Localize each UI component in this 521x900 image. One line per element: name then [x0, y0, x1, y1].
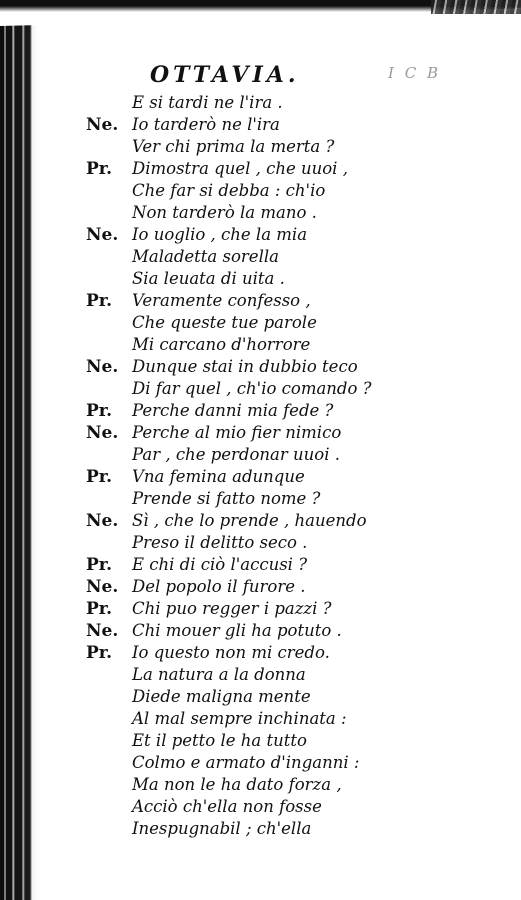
verse-text: Par , che perdonar uuoi . [132, 445, 340, 464]
verse-text: Del popolo il furore . [132, 577, 306, 596]
verse-text: Che far si debba : ch'io [132, 181, 326, 200]
verse-text: Et il petto le ha tutto [132, 731, 307, 750]
dialogue-line [86, 378, 506, 400]
dialogue-line [86, 224, 506, 246]
dialogue-line [86, 554, 506, 576]
verse-text: Ver chi prima la merta ? [132, 137, 335, 156]
dialogue-line [86, 708, 506, 730]
verse-text: E chi di ciò l'accusi ? [132, 555, 308, 574]
verse-text: La natura a la donna [132, 665, 306, 684]
dialogue-line [86, 92, 506, 114]
speaker-abbreviation: Ne. [86, 225, 119, 245]
dialogue-line [86, 444, 506, 466]
verse-text: Al mal sempre inchinata : [132, 709, 347, 728]
dialogue-line [86, 532, 506, 554]
verse-text: Prende si fatto nome ? [132, 489, 321, 508]
dialogue-line [86, 356, 506, 378]
verse-text: Di far quel , ch'io comando ? [132, 379, 372, 398]
verse-text: Perche danni mia fede ? [132, 401, 334, 420]
speaker-abbreviation: Pr. [86, 291, 113, 311]
dialogue-line [86, 312, 506, 334]
verse-text: Chi mouer gli ha potuto . [132, 621, 342, 640]
speaker-abbreviation: Ne. [86, 511, 119, 531]
dialogue-line [86, 202, 506, 224]
top-corner-smudge [431, 0, 521, 14]
dialogue-line [86, 180, 506, 202]
dialogue-line [86, 422, 506, 444]
verse-text: Io questo non mi credo. [132, 643, 330, 662]
speaker-abbreviation: Pr. [86, 643, 113, 663]
dialogue-block [86, 92, 506, 840]
verse-text: Io tarderò ne l'ira [132, 115, 280, 134]
faint-bleed-through-mark: I C B [388, 64, 441, 82]
dialogue-line [86, 598, 506, 620]
speaker-abbreviation: Pr. [86, 467, 113, 487]
speaker-abbreviation: Ne. [86, 423, 119, 443]
dialogue-line [86, 488, 506, 510]
dialogue-line [86, 752, 506, 774]
verse-text: E si tardi ne l'ira . [132, 93, 283, 112]
verse-text: Diede maligna mente [132, 687, 311, 706]
dialogue-line [86, 818, 506, 840]
verse-text: Ma non le ha dato forza , [132, 775, 342, 794]
dialogue-line [86, 796, 506, 818]
dialogue-line [86, 246, 506, 268]
verse-text: Acciò ch'ella non fosse [132, 797, 322, 816]
verse-text: Sì , che lo prende , hauendo [132, 511, 367, 530]
dialogue-line [86, 510, 506, 532]
speaker-abbreviation: Pr. [86, 555, 113, 575]
verse-text: Io uoglio , che la mia [132, 225, 308, 244]
speaker-abbreviation: Pr. [86, 401, 113, 421]
verse-text: Preso il delitto seco . [132, 533, 308, 552]
dialogue-line [86, 686, 506, 708]
speaker-abbreviation: Pr. [86, 599, 113, 619]
dialogue-line [86, 576, 506, 598]
verse-text: Dimostra quel , che uuoi , [132, 159, 348, 178]
speaker-abbreviation: Pr. [86, 159, 113, 179]
running-head: OTTAVIA. [150, 62, 300, 88]
verse-text: Vna femina adunque [132, 467, 305, 486]
verse-text: Chi puo regger i pazzi ? [132, 599, 332, 618]
dialogue-line [86, 642, 506, 664]
speaker-abbreviation: Ne. [86, 357, 119, 377]
dialogue-line [86, 290, 506, 312]
verse-text: Perche al mio fier nimico [132, 423, 342, 442]
verse-text: Sia leuata di uita . [132, 269, 285, 288]
verse-text: Mi carcano d'horrore [132, 335, 311, 354]
dialogue-line [86, 114, 506, 136]
dialogue-line [86, 334, 506, 356]
dialogue-line [86, 774, 506, 796]
speaker-abbreviation: Ne. [86, 115, 119, 135]
book-spine-shadow [0, 0, 38, 900]
dialogue-line [86, 664, 506, 686]
speaker-abbreviation: Ne. [86, 577, 119, 597]
verse-text: Inespugnabil ; ch'ella [132, 819, 312, 838]
verse-text: Dunque stai in dubbio teco [132, 357, 358, 376]
verse-text: Maladetta sorella [132, 247, 279, 266]
dialogue-line [86, 620, 506, 642]
speaker-abbreviation: Ne. [86, 621, 119, 641]
verse-text: Che queste tue parole [132, 313, 317, 332]
dialogue-line [86, 158, 506, 180]
dialogue-line [86, 268, 506, 290]
dialogue-line [86, 466, 506, 488]
dialogue-line [86, 136, 506, 158]
dialogue-line [86, 730, 506, 752]
verse-text: Veramente confesso , [132, 291, 311, 310]
verse-text: Non tarderò la mano . [132, 203, 317, 222]
verse-text: Colmo e armato d'inganni : [132, 753, 360, 772]
dialogue-line [86, 400, 506, 422]
